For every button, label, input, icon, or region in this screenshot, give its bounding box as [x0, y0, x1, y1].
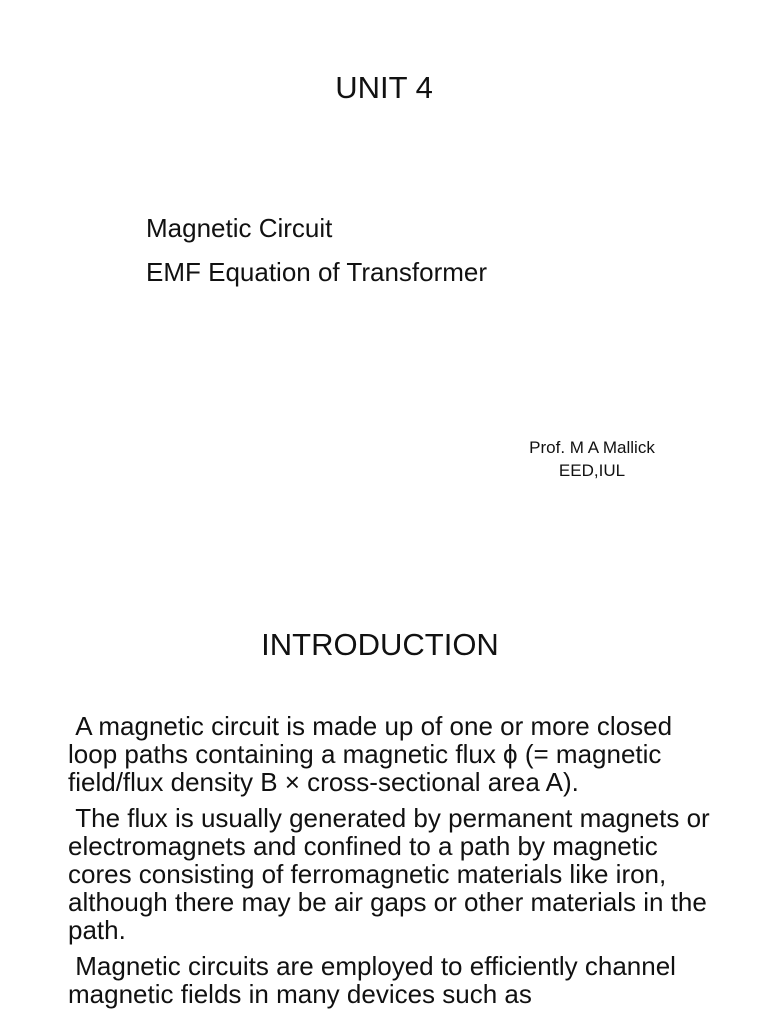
unit-title: UNIT 4	[335, 70, 433, 105]
topic-list	[146, 206, 487, 294]
author-affiliation: EED,IUL	[558, 461, 626, 480]
paragraph-magnetic-circuit-uses: Magnetic circuits are employed to efficiently channel magnetic fields in many devices such as	[68, 951, 684, 1009]
topic-item-emf-equation: EMF Equation of Transformer	[146, 257, 488, 287]
introduction-heading: INTRODUCTION	[261, 627, 499, 662]
topic-item-magnetic-circuit: Magnetic Circuit	[146, 213, 333, 243]
paragraph-flux-generation: The flux is usually generated by permanent magnets or electromagnets and confined to a path by magnetic cores consisting of ferromagnetic materials like iron, although there may be air gaps or other materials in the path.	[68, 803, 717, 945]
author-name: Prof. M A Mallick	[529, 438, 655, 457]
paragraph-magnetic-circuit-definition: A magnetic circuit is made up of one or more closed loop paths containing a magnetic flux ϕ (= magnetic field/flux density B × cross-sectional area A).	[68, 711, 680, 797]
author-block	[492, 436, 692, 482]
introduction-body	[68, 712, 718, 1016]
